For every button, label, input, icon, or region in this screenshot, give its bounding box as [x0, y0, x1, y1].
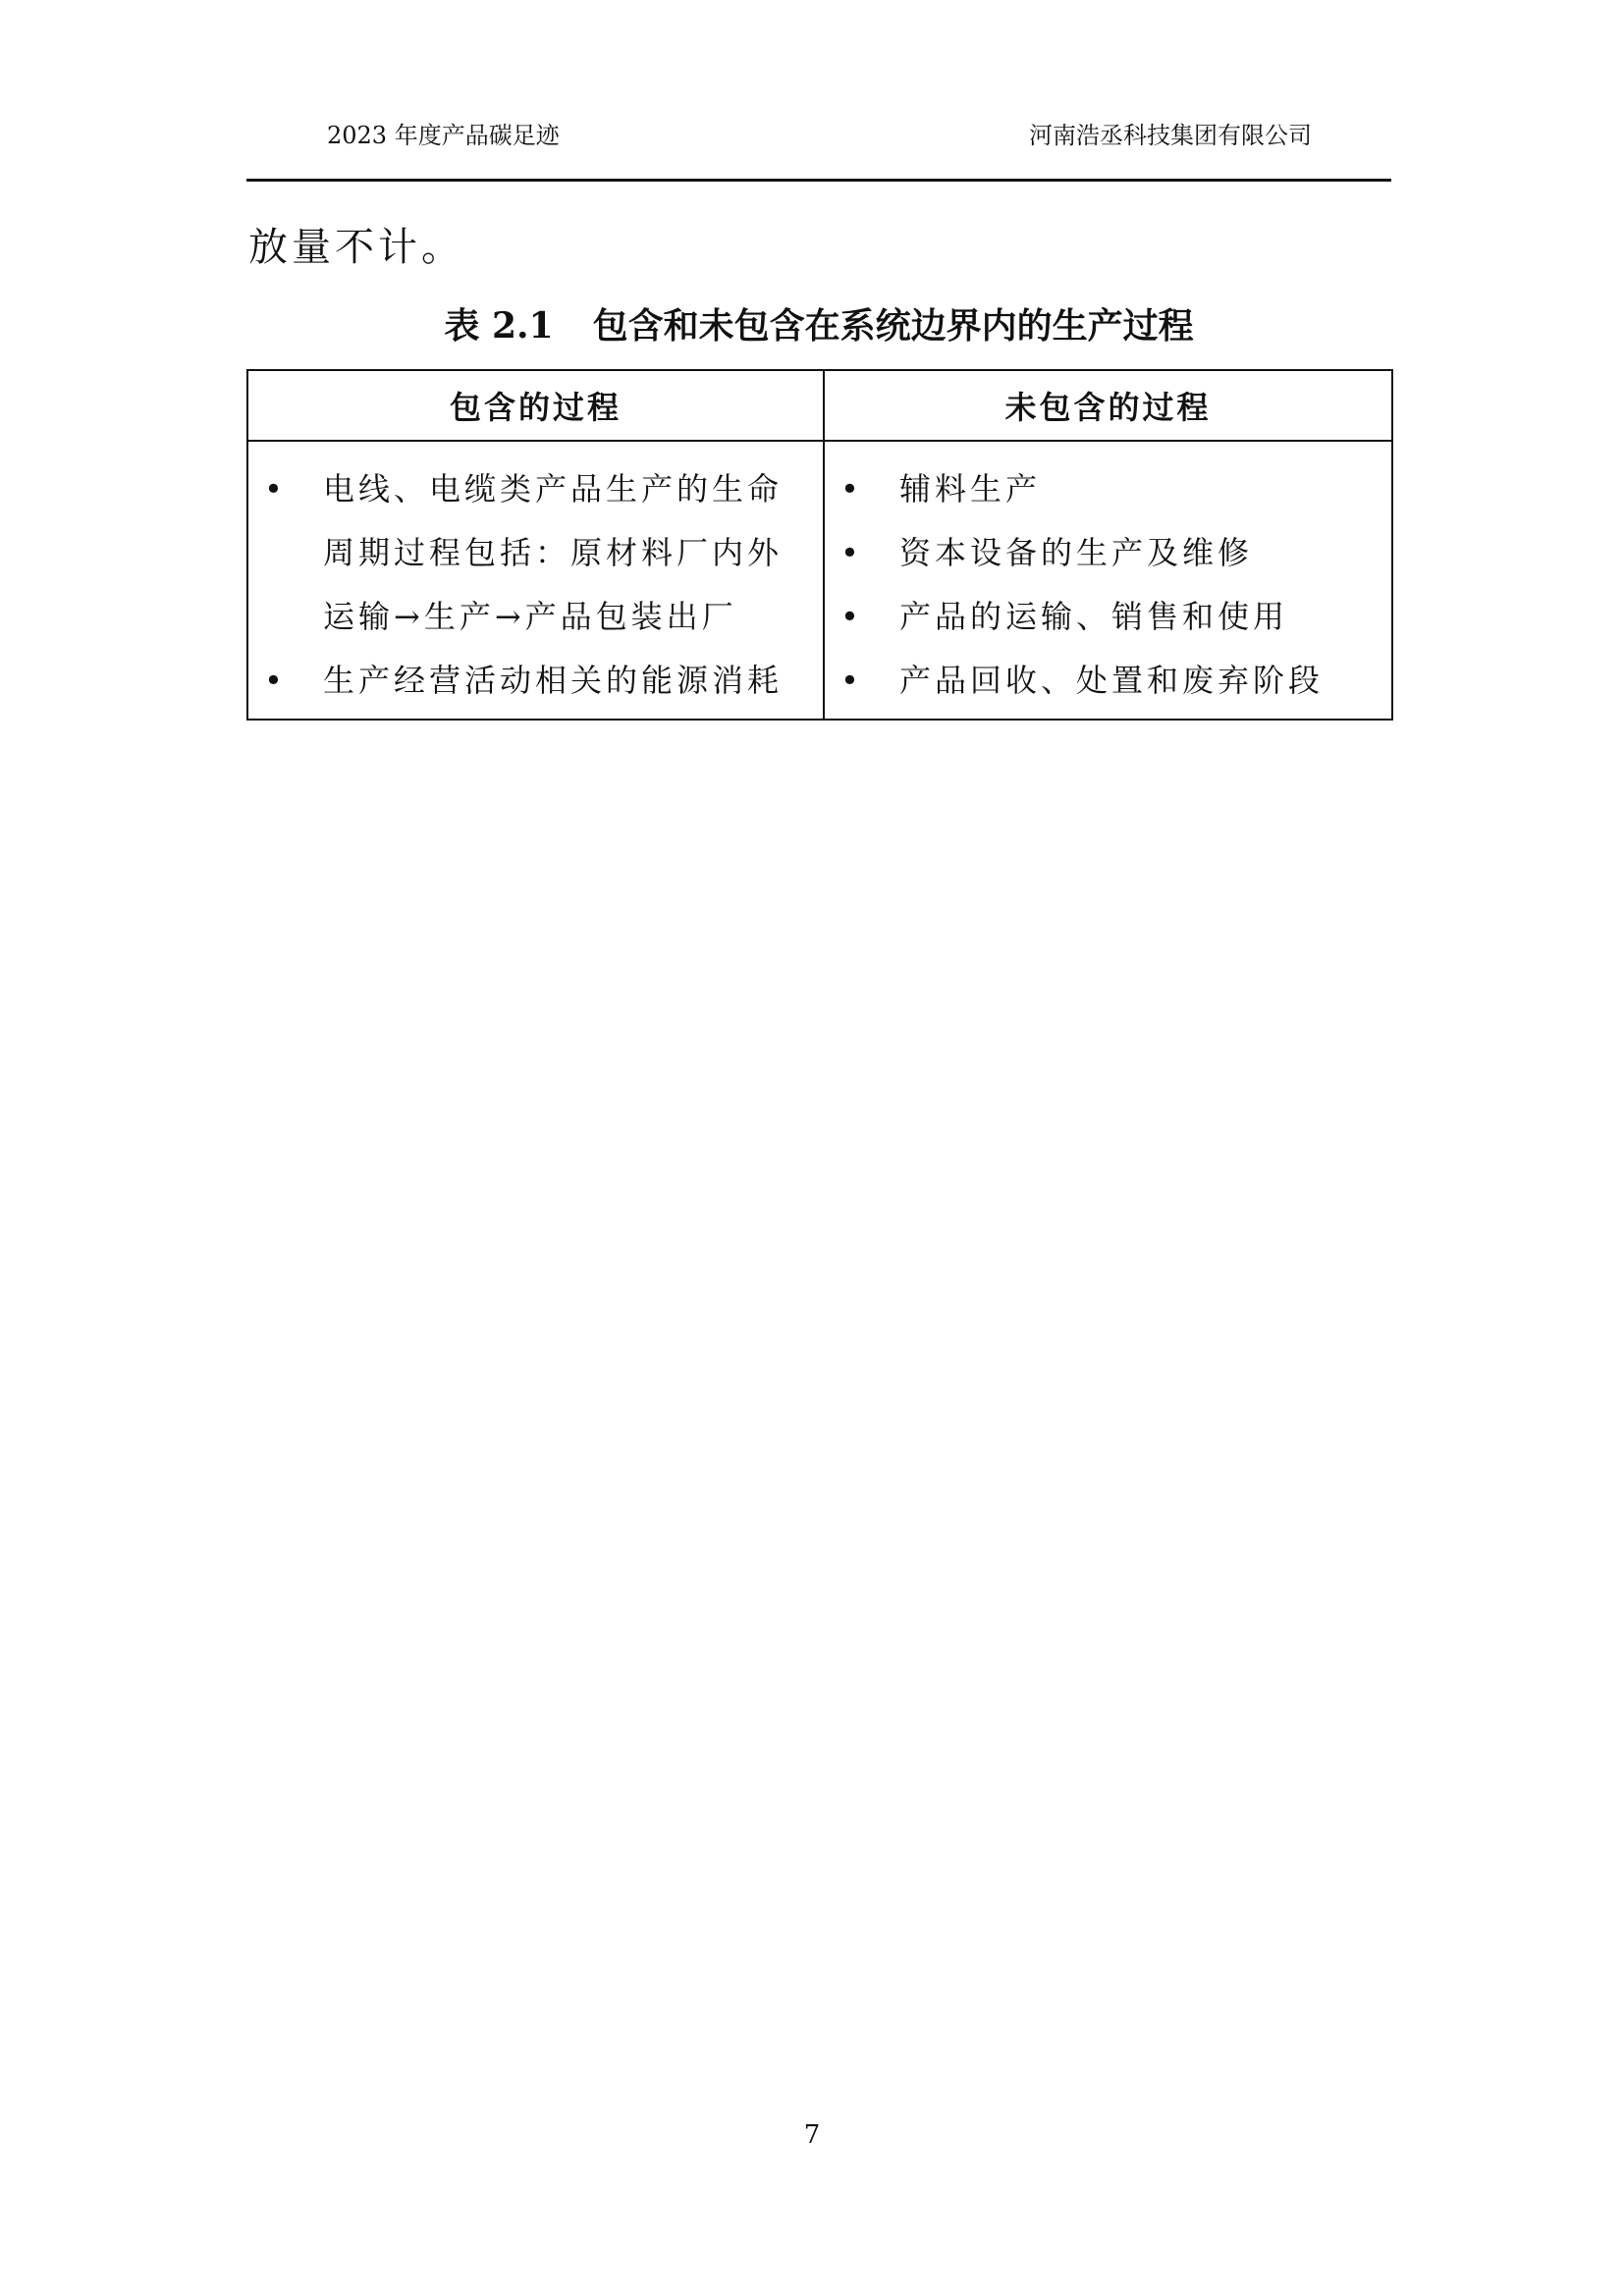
- header-divider: [246, 179, 1391, 182]
- bullet-icon: •: [264, 662, 287, 699]
- table-caption: [246, 298, 1391, 348]
- list-item: [839, 521, 1378, 585]
- bullet-icon: •: [840, 534, 863, 571]
- list-item: [839, 457, 1378, 521]
- header-company-name: 河南浩丞科技集团有限公司: [1029, 122, 1312, 149]
- list-item-text: 产品回收、处置和废弃阶段: [899, 662, 1325, 699]
- bullet-icon: •: [264, 470, 287, 507]
- list-item-text: 辅料生产: [899, 470, 1042, 507]
- continuation-paragraph: 放量不计。: [248, 225, 464, 270]
- included-cell: [247, 441, 824, 720]
- list-item: [262, 457, 809, 649]
- page-number: 7: [803, 2120, 821, 2150]
- header-included: 包含的过程: [247, 370, 824, 441]
- bullet-icon: •: [840, 598, 863, 635]
- list-item-text: 产品的运输、销售和使用: [899, 598, 1289, 635]
- excluded-cell: [824, 441, 1392, 720]
- header-excluded: 未包含的过程: [824, 370, 1392, 441]
- excluded-list: [839, 457, 1378, 713]
- list-item-text: 电线、电缆类产品生产的生命周期过程包括：原材料厂内外运输→生产→产品包装出厂: [323, 470, 784, 635]
- list-item: [839, 649, 1378, 713]
- included-list: [262, 457, 809, 713]
- list-item-text: 生产经营活动相关的能源消耗: [323, 662, 784, 699]
- table-header-row: [247, 370, 1392, 441]
- table-caption-title: 包含和未包含在系统边界内的生产过程: [592, 305, 1194, 347]
- list-item-text: 资本设备的生产及维修: [899, 534, 1254, 571]
- boundary-table: [246, 369, 1393, 721]
- bullet-icon: •: [840, 470, 863, 507]
- list-item: [839, 585, 1378, 649]
- table-caption-number: 表 2.1: [444, 305, 554, 347]
- header-document-title: 2023 年度产品碳足迹: [327, 122, 560, 149]
- table-row: [247, 441, 1392, 720]
- list-item: [262, 649, 809, 713]
- bullet-icon: •: [840, 662, 863, 699]
